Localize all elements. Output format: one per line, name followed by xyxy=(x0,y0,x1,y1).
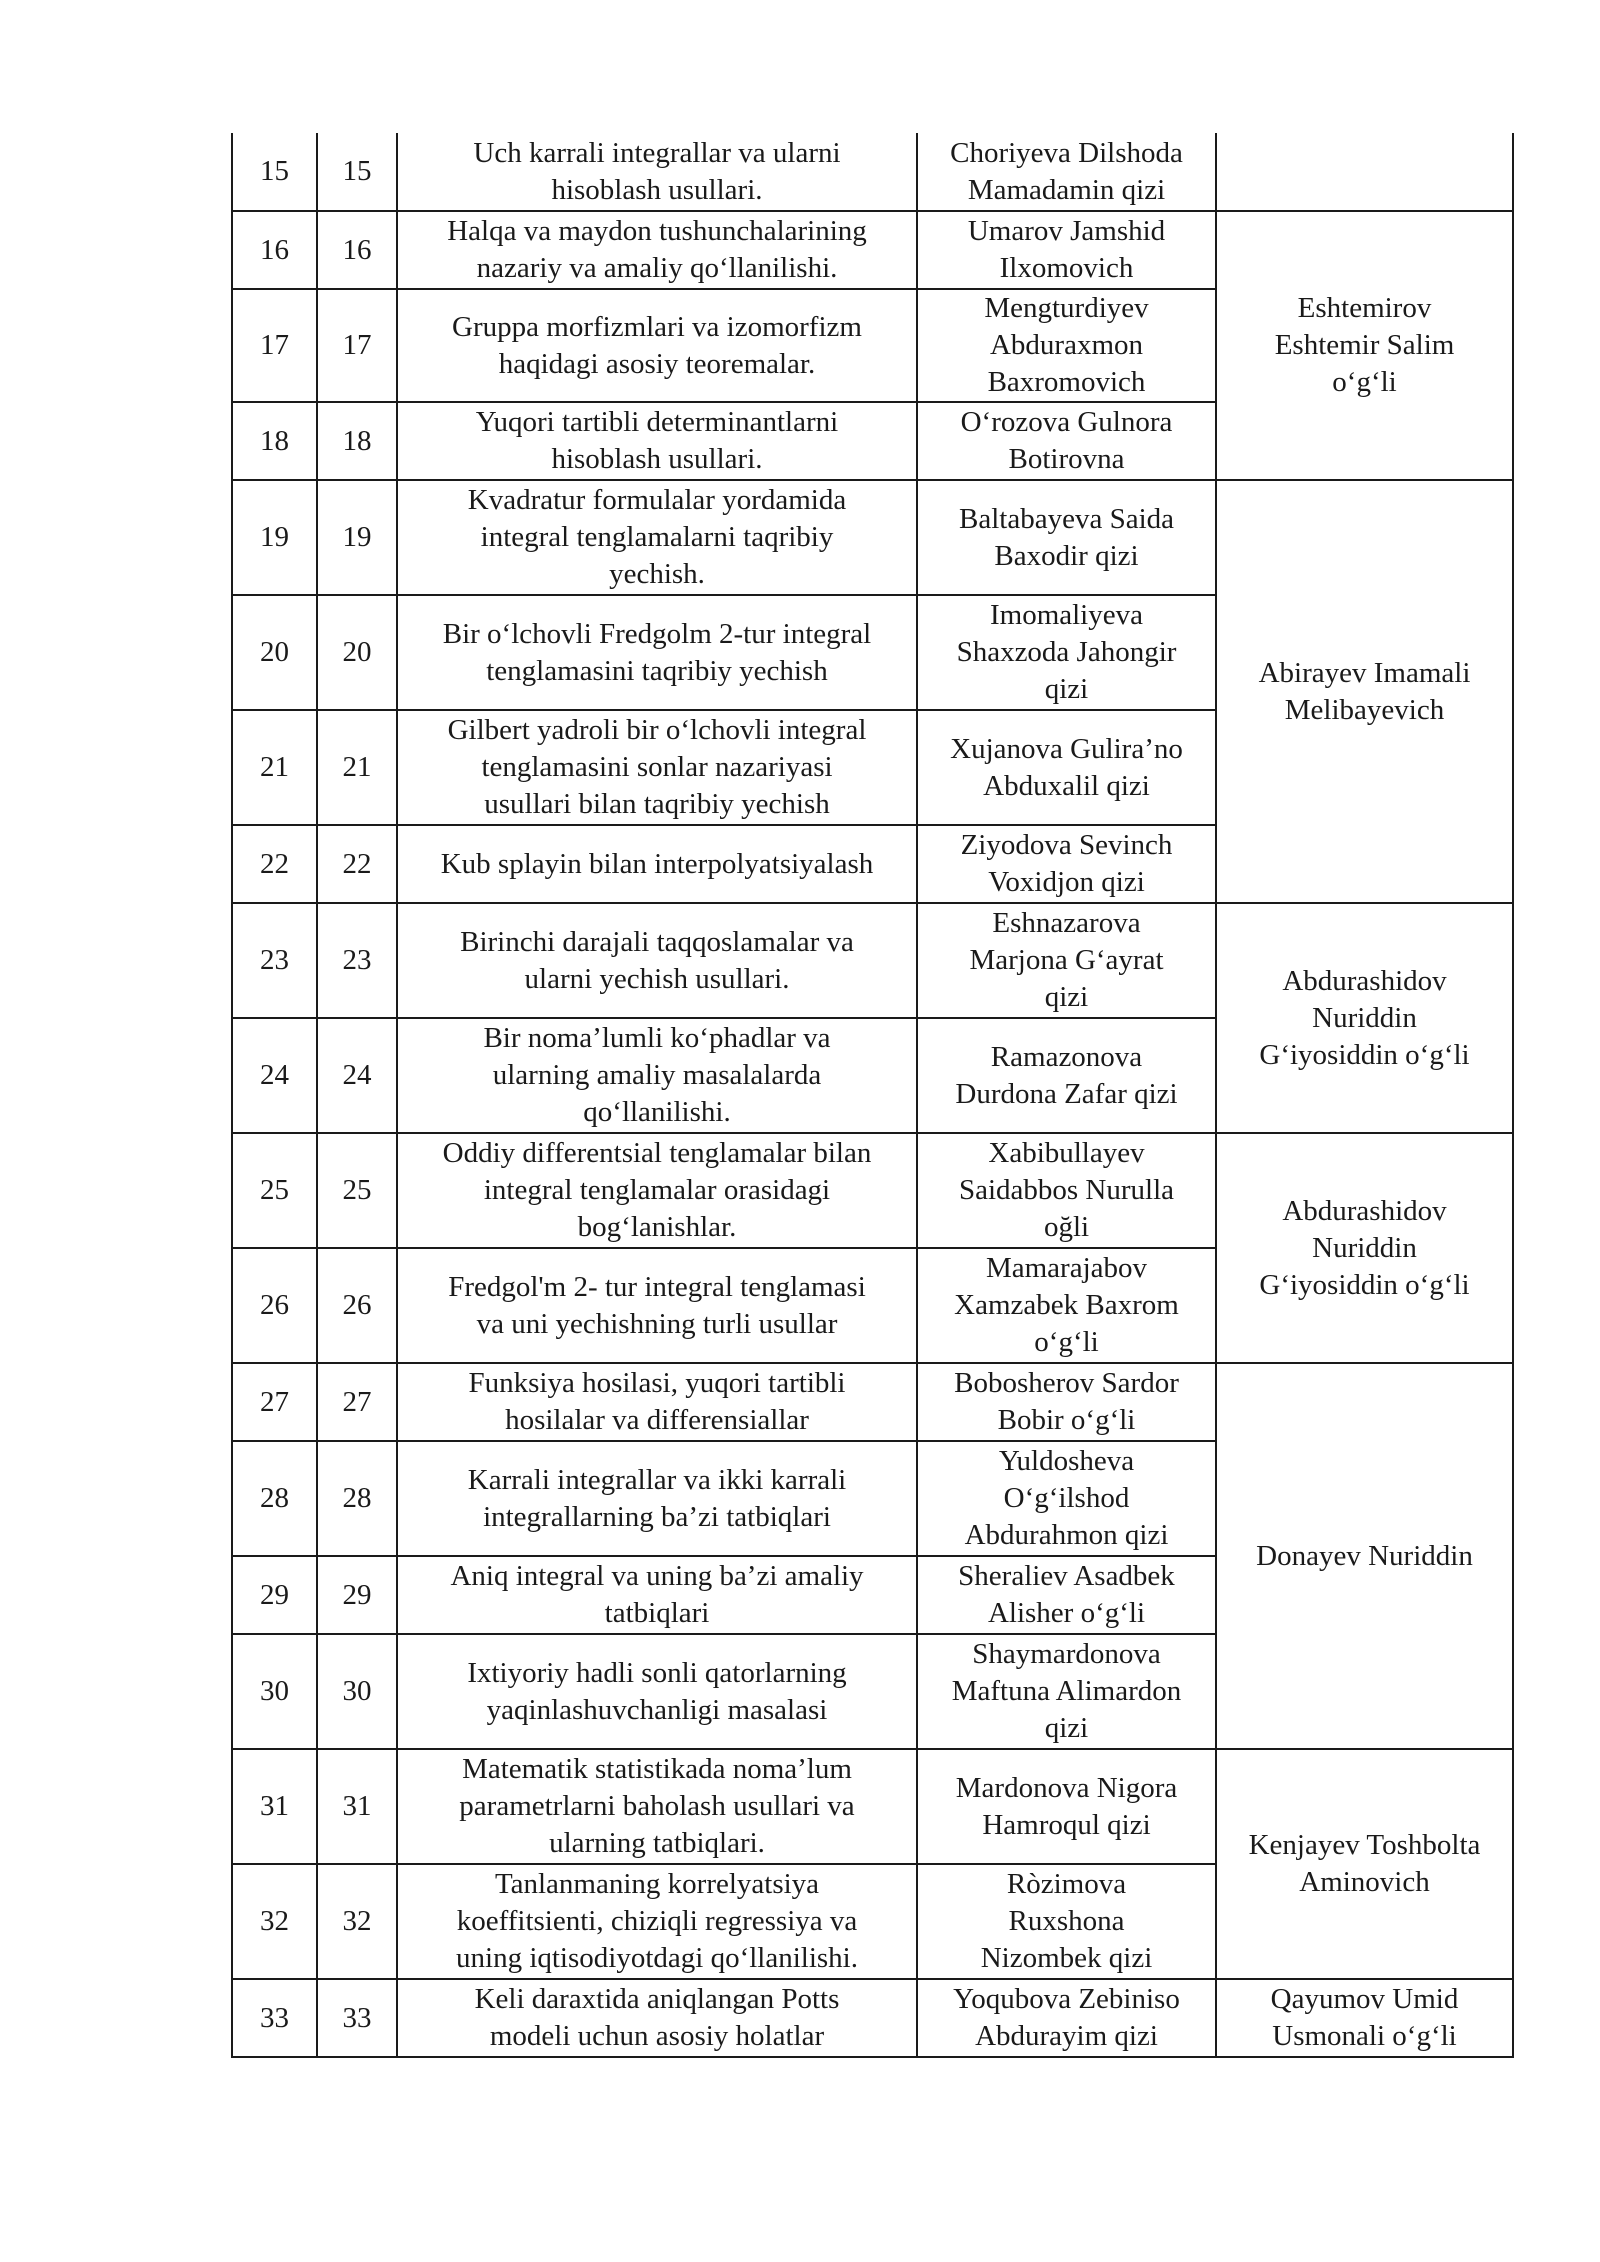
row-number: 33 xyxy=(232,1979,317,2057)
topic-title: Keli daraxtida aniqlangan Potts modeli uchun asosiy holatlar xyxy=(397,1979,917,2057)
topic-title: Gruppa morfizmlari va izomorfizm haqidagi asosiy teoremalar. xyxy=(397,289,917,402)
student-name: Shaymardonova Maftuna Alimardon qizi xyxy=(917,1634,1216,1749)
row-number: 30 xyxy=(232,1634,317,1749)
row-number: 16 xyxy=(232,211,317,289)
student-name: Umarov Jamshid Ilxomovich xyxy=(917,211,1216,289)
topic-id: 21 xyxy=(317,710,397,825)
table-row xyxy=(232,903,1513,1018)
row-number: 22 xyxy=(232,825,317,903)
topic-title: Oddiy differentsial tenglamalar bilan integral tenglamalar orasidagi bog‘lanishlar. xyxy=(397,1133,917,1248)
topic-title: Aniq integral va uning ba’zi amaliy tatbiqlari xyxy=(397,1556,917,1634)
student-name: O‘rozova Gulnora Botirovna xyxy=(917,402,1216,480)
topic-title: Halqa va maydon tushunchalarining nazariy va amaliy qo‘llanilishi. xyxy=(397,211,917,289)
row-number: 21 xyxy=(232,710,317,825)
topic-id: 28 xyxy=(317,1441,397,1556)
topic-title: Funksiya hosilasi, yuqori tartibli hosilalar va differensiallar xyxy=(397,1363,917,1441)
student-name: Mardonova Nigora Hamroqul qizi xyxy=(917,1749,1216,1864)
topic-title: Karrali integrallar va ikki karrali integrallarning ba’zi tatbiqlari xyxy=(397,1441,917,1556)
row-number: 26 xyxy=(232,1248,317,1363)
topic-id: 24 xyxy=(317,1018,397,1133)
topic-title: Bir noma’lumli ko‘phadlar va ularning amaliy masalalarda qo‘llanilishi. xyxy=(397,1018,917,1133)
student-name: Ziyodova Sevinch Voxidjon qizi xyxy=(917,825,1216,903)
table-row xyxy=(232,1363,1513,1441)
topic-title: Fredgol'm 2- tur integral tenglamasi va uni yechishning turli usullar xyxy=(397,1248,917,1363)
advisor-name: Eshtemirov Eshtemir Salim o‘g‘li xyxy=(1216,211,1513,480)
topic-id: 20 xyxy=(317,595,397,710)
topic-id: 29 xyxy=(317,1556,397,1634)
student-name: Ròzimova Ruxshona Nizombek qizi xyxy=(917,1864,1216,1979)
advisor-name: Abirayev Imamali Melibayevich xyxy=(1216,480,1513,903)
row-number: 15 xyxy=(232,133,317,211)
row-number: 20 xyxy=(232,595,317,710)
advisor-name xyxy=(1216,133,1513,211)
topic-id: 19 xyxy=(317,480,397,595)
student-name: Mamarajabov Xamzabek Baxrom o‘g‘li xyxy=(917,1248,1216,1363)
row-number: 27 xyxy=(232,1363,317,1441)
topic-title: Yuqori tartibli determinantlarni hisoblash usullari. xyxy=(397,402,917,480)
student-name: Baltabayeva Saida Baxodir qizi xyxy=(917,480,1216,595)
student-name: Imomaliyeva Shaxzoda Jahongir qizi xyxy=(917,595,1216,710)
topic-title: Uch karrali integrallar va ularni hisoblash usullari. xyxy=(397,133,917,211)
student-name: Yoqubova Zebiniso Abdurayim qizi xyxy=(917,1979,1216,2057)
topic-title: Ixtiyoriy hadli sonli qatorlarning yaqinlashuvchanligi masalasi xyxy=(397,1634,917,1749)
row-number: 23 xyxy=(232,903,317,1018)
topic-id: 27 xyxy=(317,1363,397,1441)
topic-title: Bir o‘lchovli Fredgolm 2-tur integral tenglamasini taqribiy yechish xyxy=(397,595,917,710)
topic-id: 30 xyxy=(317,1634,397,1749)
table-row xyxy=(232,133,1513,211)
student-name: Choriyeva Dilshoda Mamadamin qizi xyxy=(917,133,1216,211)
student-name: Xabibullayev Saidabbos Nurulla oğli xyxy=(917,1133,1216,1248)
table-row xyxy=(232,480,1513,595)
row-number: 24 xyxy=(232,1018,317,1133)
row-number: 32 xyxy=(232,1864,317,1979)
topics-table xyxy=(231,133,1514,2058)
table-row xyxy=(232,1133,1513,1248)
topic-id: 18 xyxy=(317,402,397,480)
student-name: Bobosherov Sardor Bobir o‘g‘li xyxy=(917,1363,1216,1441)
row-number: 29 xyxy=(232,1556,317,1634)
student-name: Mengturdiyev Abduraxmon Baxromovich xyxy=(917,289,1216,402)
topic-id: 33 xyxy=(317,1979,397,2057)
topic-id: 22 xyxy=(317,825,397,903)
topic-id: 16 xyxy=(317,211,397,289)
row-number: 28 xyxy=(232,1441,317,1556)
row-number: 19 xyxy=(232,480,317,595)
table-row xyxy=(232,1979,1513,2057)
student-name: Eshnazarova Marjona G‘ayrat qizi xyxy=(917,903,1216,1018)
topic-id: 32 xyxy=(317,1864,397,1979)
row-number: 18 xyxy=(232,402,317,480)
table-row xyxy=(232,211,1513,289)
table-row xyxy=(232,1749,1513,1864)
topic-title: Matematik statistikada noma’lum parametrlarni baholash usullari va ularning tatbiqlari. xyxy=(397,1749,917,1864)
student-name: Yuldosheva O‘g‘ilshod Abdurahmon qizi xyxy=(917,1441,1216,1556)
student-name: Xujanova Gulira’no Abduxalil qizi xyxy=(917,710,1216,825)
advisor-name: Qayumov Umid Usmonali o‘g‘li xyxy=(1216,1979,1513,2057)
topic-title: Birinchi darajali taqqoslamalar va ularni yechish usullari. xyxy=(397,903,917,1018)
advisor-name: Abdurashidov Nuriddin G‘iyosiddin o‘g‘li xyxy=(1216,903,1513,1133)
topic-id: 31 xyxy=(317,1749,397,1864)
row-number: 31 xyxy=(232,1749,317,1864)
topic-id: 26 xyxy=(317,1248,397,1363)
student-name: Ramazonova Durdona Zafar qizi xyxy=(917,1018,1216,1133)
row-number: 17 xyxy=(232,289,317,402)
advisor-name: Abdurashidov Nuriddin G‘iyosiddin o‘g‘li xyxy=(1216,1133,1513,1363)
student-name: Sheraliev Asadbek Alisher o‘g‘li xyxy=(917,1556,1216,1634)
topic-id: 17 xyxy=(317,289,397,402)
topic-title: Kvadratur formulalar yordamida integral tenglamalarni taqribiy yechish. xyxy=(397,480,917,595)
topic-title: Gilbert yadroli bir o‘lchovli integral tenglamasini sonlar nazariyasi usullari bilan taqribiy yechish xyxy=(397,710,917,825)
topic-id: 25 xyxy=(317,1133,397,1248)
row-number: 25 xyxy=(232,1133,317,1248)
topic-title: Tanlanmaning korrelyatsiya koeffitsienti, chiziqli regressiya va uning iqtisodiyotdagi qo‘llanilishi. xyxy=(397,1864,917,1979)
topic-id: 23 xyxy=(317,903,397,1018)
advisor-name: Kenjayev Toshbolta Aminovich xyxy=(1216,1749,1513,1979)
topic-id: 15 xyxy=(317,133,397,211)
topic-title: Kub splayin bilan interpolyatsiyalash xyxy=(397,825,917,903)
advisor-name: Donayev Nuriddin xyxy=(1216,1363,1513,1749)
